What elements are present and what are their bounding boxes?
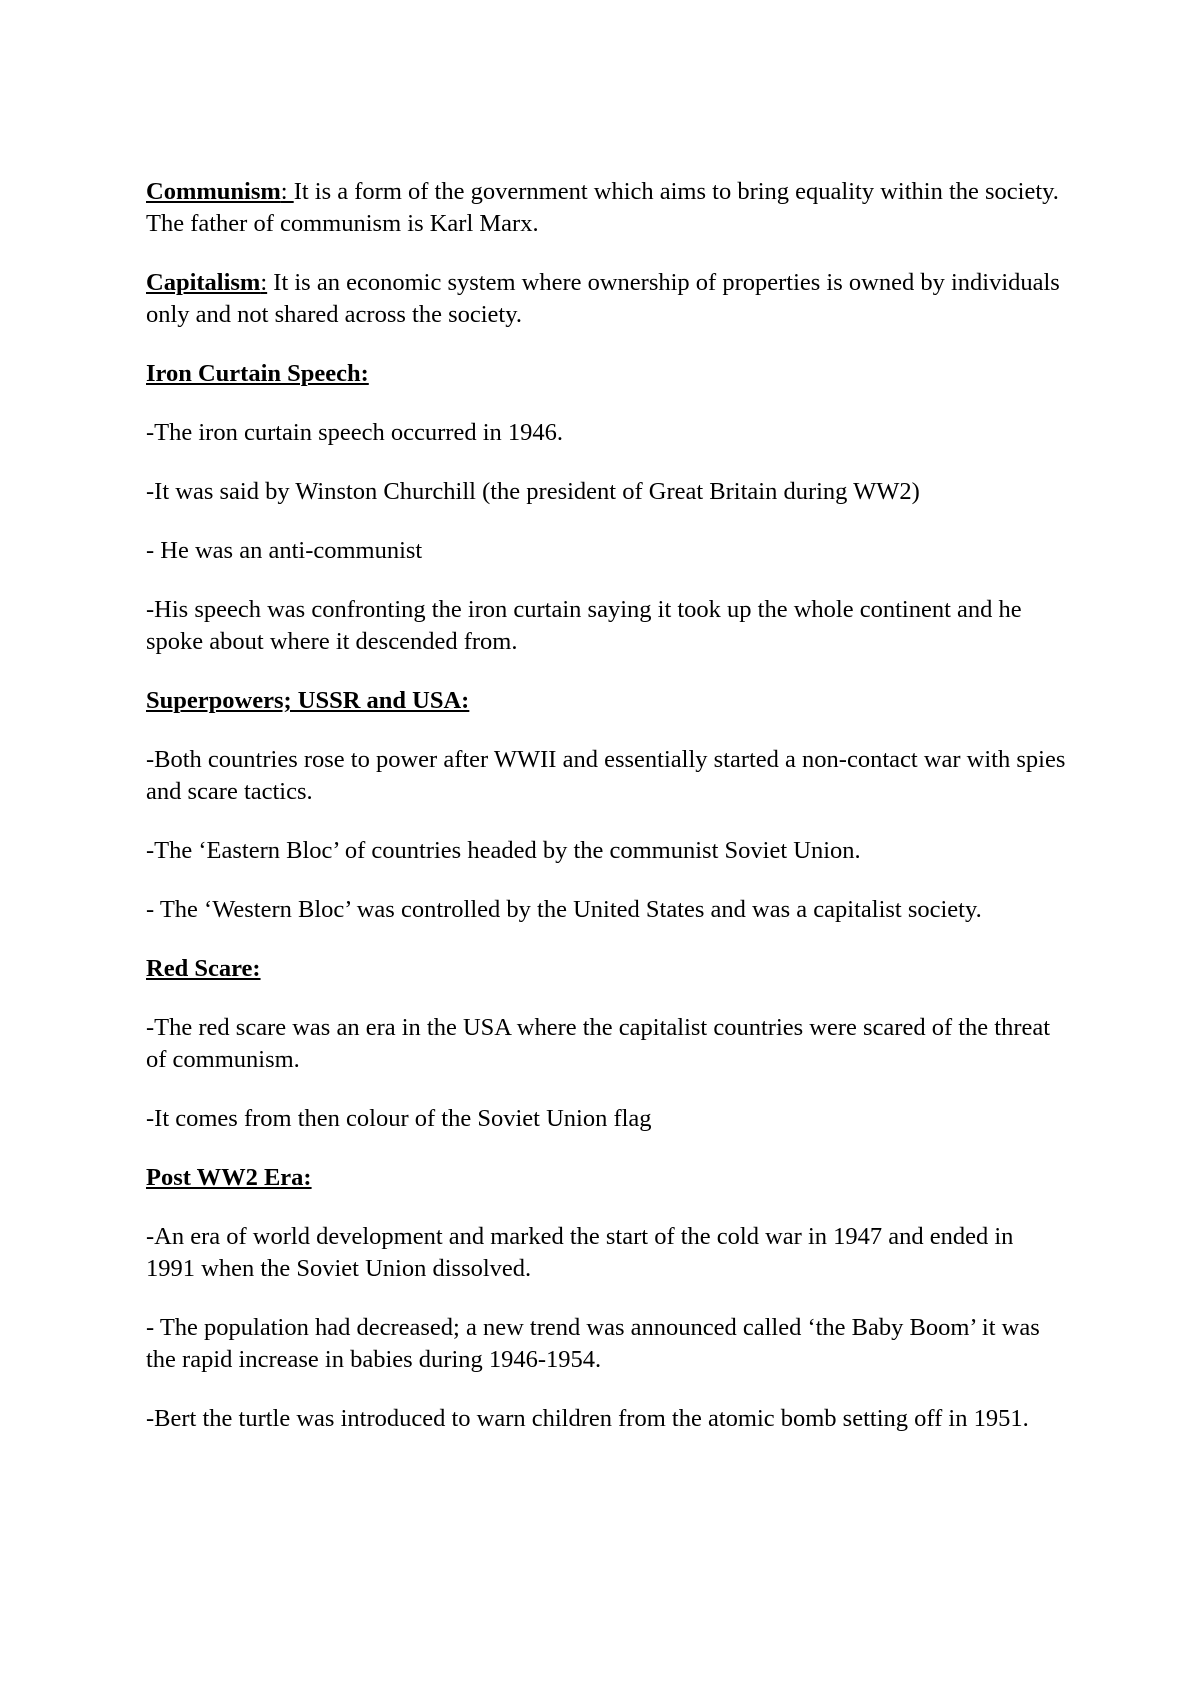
section-heading-iron-curtain: Iron Curtain Speech: — [146, 360, 369, 387]
bullet-point: -An era of world development and marked the start of the cold war in 1947 and ended in 1991 when the Soviet Union dissolved. — [146, 1223, 1014, 1282]
definition-colon: : — [280, 178, 294, 205]
bullet-point: -Bert the turtle was introduced to warn children from the atomic bomb setting off in 1951. — [146, 1405, 1029, 1432]
bullet-point: -The red scare was an era in the USA where the capitalist countries were scared of the threat of communism. — [146, 1014, 1051, 1073]
definition-text: It is a form of the government which aims to bring equality within the society. The father of communism is Karl Marx. — [146, 178, 1059, 237]
bullet-point: - The ‘Western Bloc’ was controlled by the United States and was a capitalist society. — [146, 896, 982, 923]
bullet-point: -The iron curtain speech occurred in 1946. — [146, 419, 564, 446]
definition-capitalism — [146, 267, 1066, 331]
bullet-point: -His speech was confronting the iron curtain saying it took up the whole continent and he spoke about where it descended from. — [146, 596, 1022, 655]
bullet-point: -Both countries rose to power after WWII and essentially started a non-contact war with spies and scare tactics. — [146, 746, 1066, 805]
bullet-point: -It comes from then colour of the Soviet Union flag — [146, 1105, 652, 1132]
document-body — [146, 176, 1066, 1462]
bullet-point: - The population had decreased; a new trend was announced called ‘the Baby Boom’ it was the rapid increase in babies during 1946-1954. — [146, 1314, 1040, 1373]
section-heading-superpowers: Superpowers; USSR and USA: — [146, 687, 470, 714]
section-heading-post-ww2: Post WW2 Era: — [146, 1164, 312, 1191]
definition-term: Capitalism — [146, 269, 261, 296]
bullet-point: - He was an anti-communist — [146, 537, 423, 564]
bullet-point: -It was said by Winston Churchill (the president of Great Britain during WW2) — [146, 478, 920, 505]
definition-communism — [146, 176, 1066, 240]
definition-colon: : — [260, 269, 268, 296]
bullet-point: -The ‘Eastern Bloc’ of countries headed by the communist Soviet Union. — [146, 837, 861, 864]
definition-text: It is an economic system where ownership of properties is owned by individuals only and not shared across the society. — [146, 269, 1060, 328]
section-heading-red-scare: Red Scare: — [146, 955, 261, 982]
definition-term: Communism — [146, 178, 281, 205]
